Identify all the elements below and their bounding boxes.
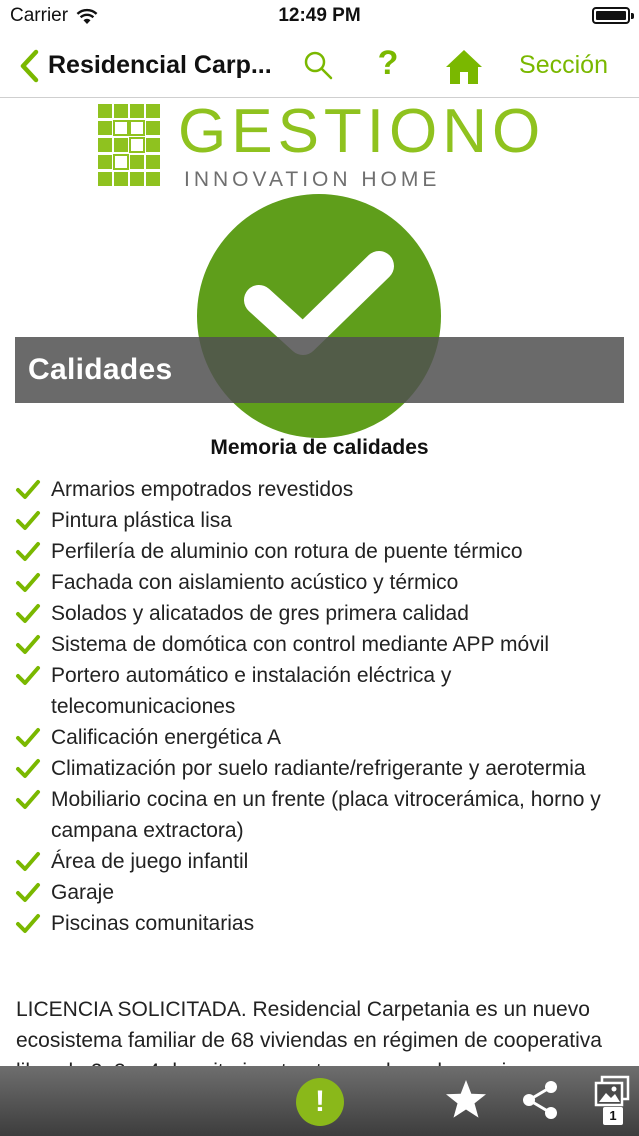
- home-icon[interactable]: [444, 46, 484, 86]
- check-icon: [15, 572, 41, 594]
- alert-button[interactable]: !: [296, 1078, 344, 1126]
- carrier-label: Carrier: [10, 5, 69, 26]
- search-icon[interactable]: [302, 49, 334, 81]
- bottom-toolbar: [0, 1066, 639, 1136]
- list-item-label: Perfilería de aluminio con rotura de puente térmico: [51, 540, 523, 563]
- list-item: [15, 846, 625, 877]
- section-button[interactable]: Sección: [519, 51, 608, 79]
- star-icon[interactable]: [444, 1078, 488, 1122]
- list-item: [15, 722, 625, 753]
- help-icon[interactable]: ?: [377, 44, 399, 82]
- list-item-label: Climatización por suelo radiante/refrigerante y aerotermia: [51, 757, 586, 780]
- list-item-label: Mobiliario cocina en un frente (placa vitrocerámica, horno y campana extractora): [51, 788, 601, 842]
- section-title: Calidades: [28, 353, 173, 386]
- check-icon: [15, 510, 41, 532]
- memoria-title: Memoria de calidades: [210, 436, 429, 459]
- check-icon: [15, 789, 41, 811]
- check-icon: [15, 882, 41, 904]
- list-item-label: Calificación energética A: [51, 726, 281, 749]
- check-icon: [15, 758, 41, 780]
- check-icon: [15, 727, 41, 749]
- section-header: [15, 337, 624, 403]
- list-item: [15, 908, 625, 939]
- check-icon: [15, 603, 41, 625]
- check-icon: [15, 541, 41, 563]
- logo-grid-icon: [98, 104, 162, 186]
- gallery-count-badge: 1: [603, 1107, 623, 1125]
- list-item-label: Armarios empotrados revestidos: [51, 478, 354, 501]
- content-scroll[interactable]: [0, 99, 639, 1066]
- list-item-label: Solados y alicatados de gres primera calidad: [51, 602, 469, 625]
- nav-title: Residencial Carp...: [48, 51, 272, 79]
- list-item: [15, 598, 625, 629]
- gallery-button[interactable]: [594, 1076, 630, 1128]
- brand-tagline: INNOVATION HOME: [184, 168, 441, 191]
- list-item: [15, 877, 625, 908]
- list-item-label: Garaje: [51, 881, 115, 904]
- chevron-left-icon[interactable]: [16, 48, 42, 84]
- navigation-bar: [0, 34, 639, 98]
- description-text: LICENCIA SOLICITADA. Residencial Carpetania es un nuevo ecosistema familiar de 68 viviendas en régimen de cooperativa: [16, 998, 602, 1052]
- gallery-icon: [594, 1076, 630, 1110]
- quality-list: [15, 474, 625, 939]
- list-item-label: Piscinas comunitarias: [51, 912, 255, 935]
- list-item-label: Área de juego infantil: [51, 850, 249, 873]
- list-item-label: Sistema de domótica con control mediante APP móvil: [51, 633, 550, 656]
- list-item: [15, 753, 625, 784]
- check-icon: [15, 913, 41, 935]
- list-item: [15, 505, 625, 536]
- check-icon: [15, 634, 41, 656]
- brand-name: GESTIONO: [178, 97, 546, 166]
- check-icon: [15, 479, 41, 501]
- check-icon: [15, 665, 41, 687]
- check-icon: [15, 851, 41, 873]
- list-item-label: Pintura plástica lisa: [51, 509, 232, 532]
- share-icon[interactable]: [520, 1078, 560, 1122]
- battery-icon: [592, 7, 630, 24]
- list-item: [15, 474, 625, 505]
- list-item: [15, 660, 625, 722]
- list-item: [15, 567, 625, 598]
- list-item: [15, 784, 625, 846]
- list-item: [15, 629, 625, 660]
- list-item-label: Fachada con aislamiento acústico y térmico: [51, 571, 459, 594]
- list-item: [15, 536, 625, 567]
- status-time: 12:49 PM: [278, 5, 361, 26]
- brand-logo: [98, 97, 546, 194]
- list-item-label: Portero automático e instalación eléctrica y telecomunicaciones: [51, 664, 452, 718]
- status-bar: [0, 0, 639, 34]
